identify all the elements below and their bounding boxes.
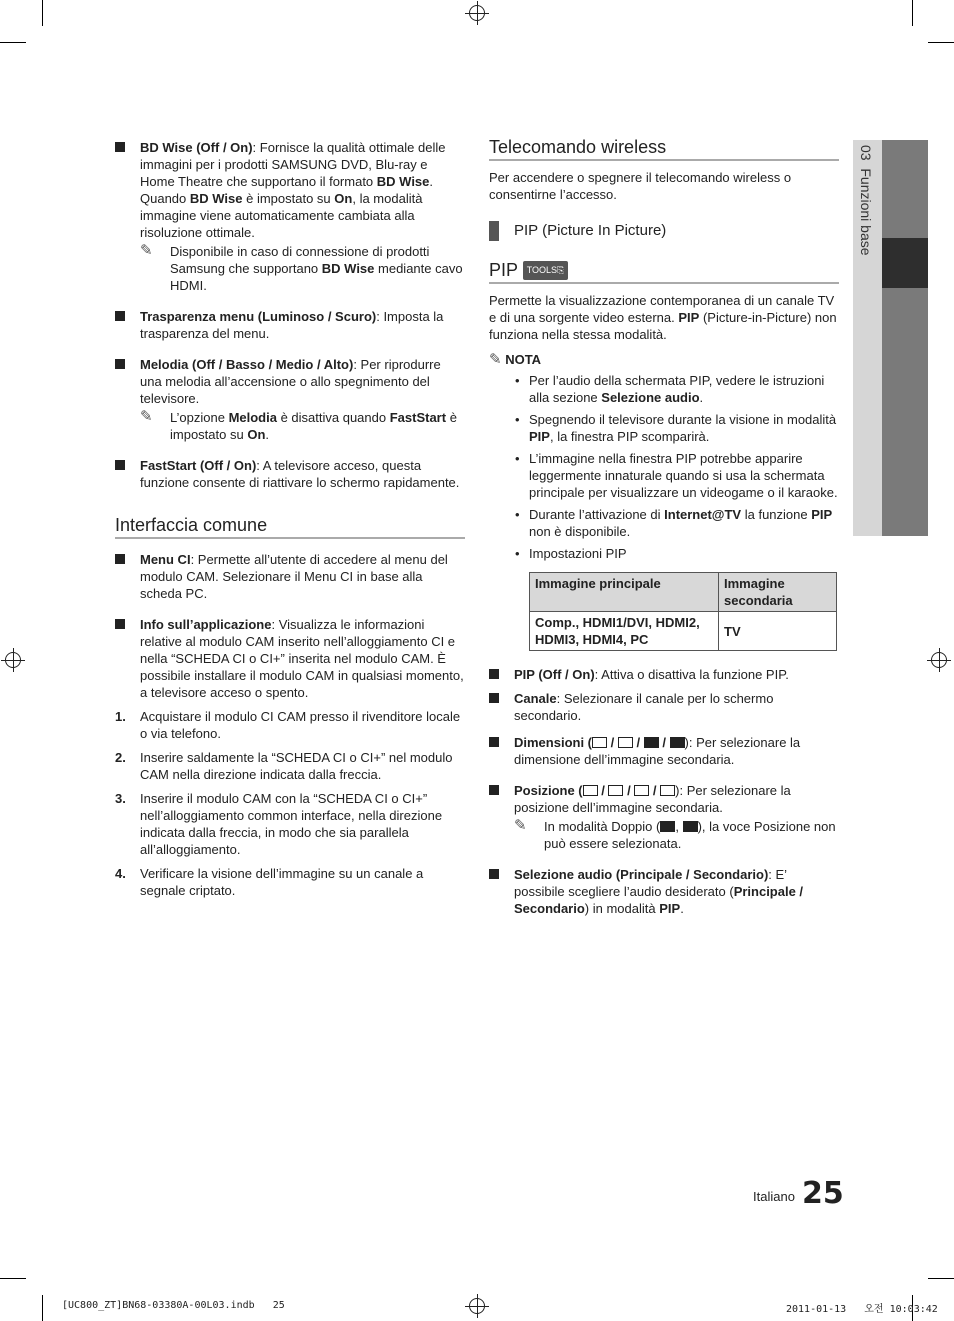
- side-tab-active: [882, 238, 928, 288]
- nota-label: ✎ NOTA: [489, 351, 542, 368]
- note: ✎ In modalità Doppio ( , ), la voce Posizione non può essere selezionata.: [514, 817, 836, 851]
- heading-bar: [489, 221, 499, 241]
- size-medium-icon: [618, 737, 633, 748]
- bullet-icon: [489, 693, 499, 703]
- list-item: Dimensioni ( / / / ): Per selezionare la dimensione dell’immagine secondaria.: [489, 734, 839, 768]
- subsection-heading: PIP (Picture In Picture): [489, 221, 839, 241]
- crop-mark: [912, 0, 913, 26]
- table-header: Immagine principale: [530, 573, 719, 612]
- footer-language: Italiano: [753, 1189, 795, 1204]
- list-item: Info sull’applicazione: Visualizza le informazioni relative al modulo CAM inserito nell’alloggiamento CI e nella “SCHEDA CI o CI+” inserita nel modulo CAM. È possibile installare il modulo CAM in qualsiasi momento, a televisore acceso o spento.: [115, 616, 465, 701]
- chapter-number: 03: [858, 145, 874, 161]
- footer-file: [UC800_ZT]BN68-03380A-00L03.indb 25: [62, 1300, 285, 1311]
- size-double-alt-icon: [683, 821, 698, 832]
- list-item: Melodia (Off / Basso / Medio / Alto): Per riprodurre una melodia all’accensione o allo spegnimento del televisore.: [115, 356, 465, 407]
- right-column: [489, 139, 839, 924]
- crop-mark: [0, 1278, 26, 1279]
- position-bottom-left-icon: [660, 785, 675, 796]
- note: ✎ Disponibile in caso di connessione di prodotti Samsung che supportano BD Wise mediante cavo HDMI.: [140, 242, 463, 293]
- bullet-icon: [489, 737, 499, 747]
- list-item: Menu CI: Permette all’utente di accedere al menu del modulo CAM. Selezionare il Menu CI in base alla scheda PC.: [115, 551, 465, 602]
- registration-mark-icon: [469, 1298, 485, 1314]
- list-item: Selezione audio (Principale / Secondario): E’ possibile scegliere l’audio desiderato (Principale / Secondario) in modalità PIP.: [489, 866, 839, 917]
- bullet-icon: [115, 460, 125, 470]
- bullet-icon: [115, 619, 125, 629]
- position-top-left-icon: [634, 785, 649, 796]
- pencil-note-icon: ✎: [489, 351, 502, 368]
- bullet-icon: [115, 142, 125, 152]
- size-double-icon: [660, 821, 675, 832]
- bullet-icon: [489, 869, 499, 879]
- size-double-icon: [644, 737, 659, 748]
- note-bullet: • Impostazioni PIP: [515, 546, 627, 561]
- table-cell: Comp., HDMI1/DVI, HDMI2, HDMI3, HDMI4, PC: [530, 612, 719, 651]
- registration-mark-icon: [5, 652, 21, 668]
- registration-mark-icon: [931, 652, 947, 668]
- section-heading-interfaccia: Interfaccia comune: [115, 517, 465, 539]
- size-double-alt-icon: [670, 737, 685, 748]
- bullet-icon: [115, 554, 125, 564]
- position-bottom-right-icon: [583, 785, 598, 796]
- crop-mark: [0, 42, 26, 43]
- crop-mark: [928, 1278, 954, 1279]
- table-header: Immagine secondaria: [719, 573, 837, 612]
- side-tab-label: [858, 145, 874, 256]
- crop-mark: [928, 42, 954, 43]
- list-item: BD Wise (Off / On): Fornisce la qualità ottimale delle immagini per i prodotti SAMSUNG DVD, Blu-ray e Home Theatre che supportano il formato BD Wise. Quando BD Wise è impostato su On, la modalità immagine viene automaticamente cambiata alla risoluzione ottimale.: [115, 139, 465, 241]
- left-column: [115, 139, 465, 906]
- step-item: 1. Acquistare il modulo CI CAM presso il rivenditore locale o via telefono.: [115, 709, 461, 741]
- chapter-title: Funzioni base: [858, 168, 874, 256]
- intro-text: Per accendere o spegnere il telecomando wireless o consentirne l’accesso.: [489, 170, 792, 202]
- table-cell: TV: [719, 612, 837, 651]
- crop-mark: [42, 0, 43, 26]
- note-bullet: • Per l’audio della schermata PIP, vedere le istruzioni alla sezione Selezione audio.: [515, 373, 825, 405]
- footer-date: 2011-01-13 오전 10:03:42: [786, 1304, 938, 1315]
- tools-button-icon: TOOLS⎘: [523, 261, 569, 280]
- list-item: Posizione ( / / / ): Per selezionare la posizione dell’immagine secondaria.: [489, 782, 839, 816]
- position-top-right-icon: [608, 785, 623, 796]
- step-item: 3. Inserire il modulo CAM con la “SCHEDA CI o CI+” nell’alloggiamento common interface, nella direzione indicata dalla freccia, in modo che sia parallela all’alloggiamento.: [115, 791, 443, 857]
- note-bullet: • Durante l’attivazione di Internet@TV la funzione PIP non è disponibile.: [515, 507, 833, 539]
- list-item: Canale: Selezionare il canale per lo schermo secondario.: [489, 690, 839, 724]
- note-bullet: • L’immagine nella finestra PIP potrebbe apparire leggermente innaturale quando si usa la schermata principale per visualizzare un videogame o il karaoke.: [515, 451, 838, 500]
- crop-mark: [42, 1295, 43, 1321]
- step-item: 2. Inserire saldamente la “SCHEDA CI o CI+” nel modulo CAM nella direzione indicata dalla freccia.: [115, 750, 453, 782]
- registration-mark-icon: [469, 5, 485, 21]
- size-small-icon: [592, 737, 607, 748]
- bullet-icon: [489, 669, 499, 679]
- side-tab-dark: [882, 140, 928, 536]
- note: ✎ L’opzione Melodia è disattiva quando FastStart è impostato su On.: [140, 408, 457, 442]
- pencil-note-icon: ✎: [140, 242, 153, 259]
- list-item: PIP (Off / On): Attiva o disattiva la funzione PIP.: [489, 666, 839, 683]
- pencil-note-icon: ✎: [514, 817, 527, 834]
- page-number: 25: [802, 1176, 844, 1211]
- pip-settings-table: [529, 572, 837, 651]
- bullet-icon: [115, 359, 125, 369]
- bullet-icon: [489, 785, 499, 795]
- pip-heading: PIP TOOLS⎘: [489, 261, 839, 284]
- note-bullet: • Spegnendo il televisore durante la visione in modalità PIP, la finestra PIP scomparirà.: [515, 412, 837, 444]
- pip-description: Permette la visualizzazione contemporanea di un canale TV e di una sorgente video esterna. PIP (Picture-in-Picture) non funziona nella stessa modalità.: [489, 293, 837, 342]
- list-item: FastStart (Off / On): A televisore acceso, questa funzione consente di riattivare lo schermo rapidamente.: [115, 457, 465, 491]
- pencil-note-icon: ✎: [140, 408, 153, 425]
- list-item: Trasparenza menu (Luminoso / Scuro): Imposta la trasparenza del menu.: [115, 308, 465, 342]
- section-heading-telecomando: Telecomando wireless: [489, 139, 839, 161]
- step-item: 4. Verificare la visione dell’immagine su un canale a segnale criptato.: [115, 866, 424, 898]
- bullet-icon: [115, 311, 125, 321]
